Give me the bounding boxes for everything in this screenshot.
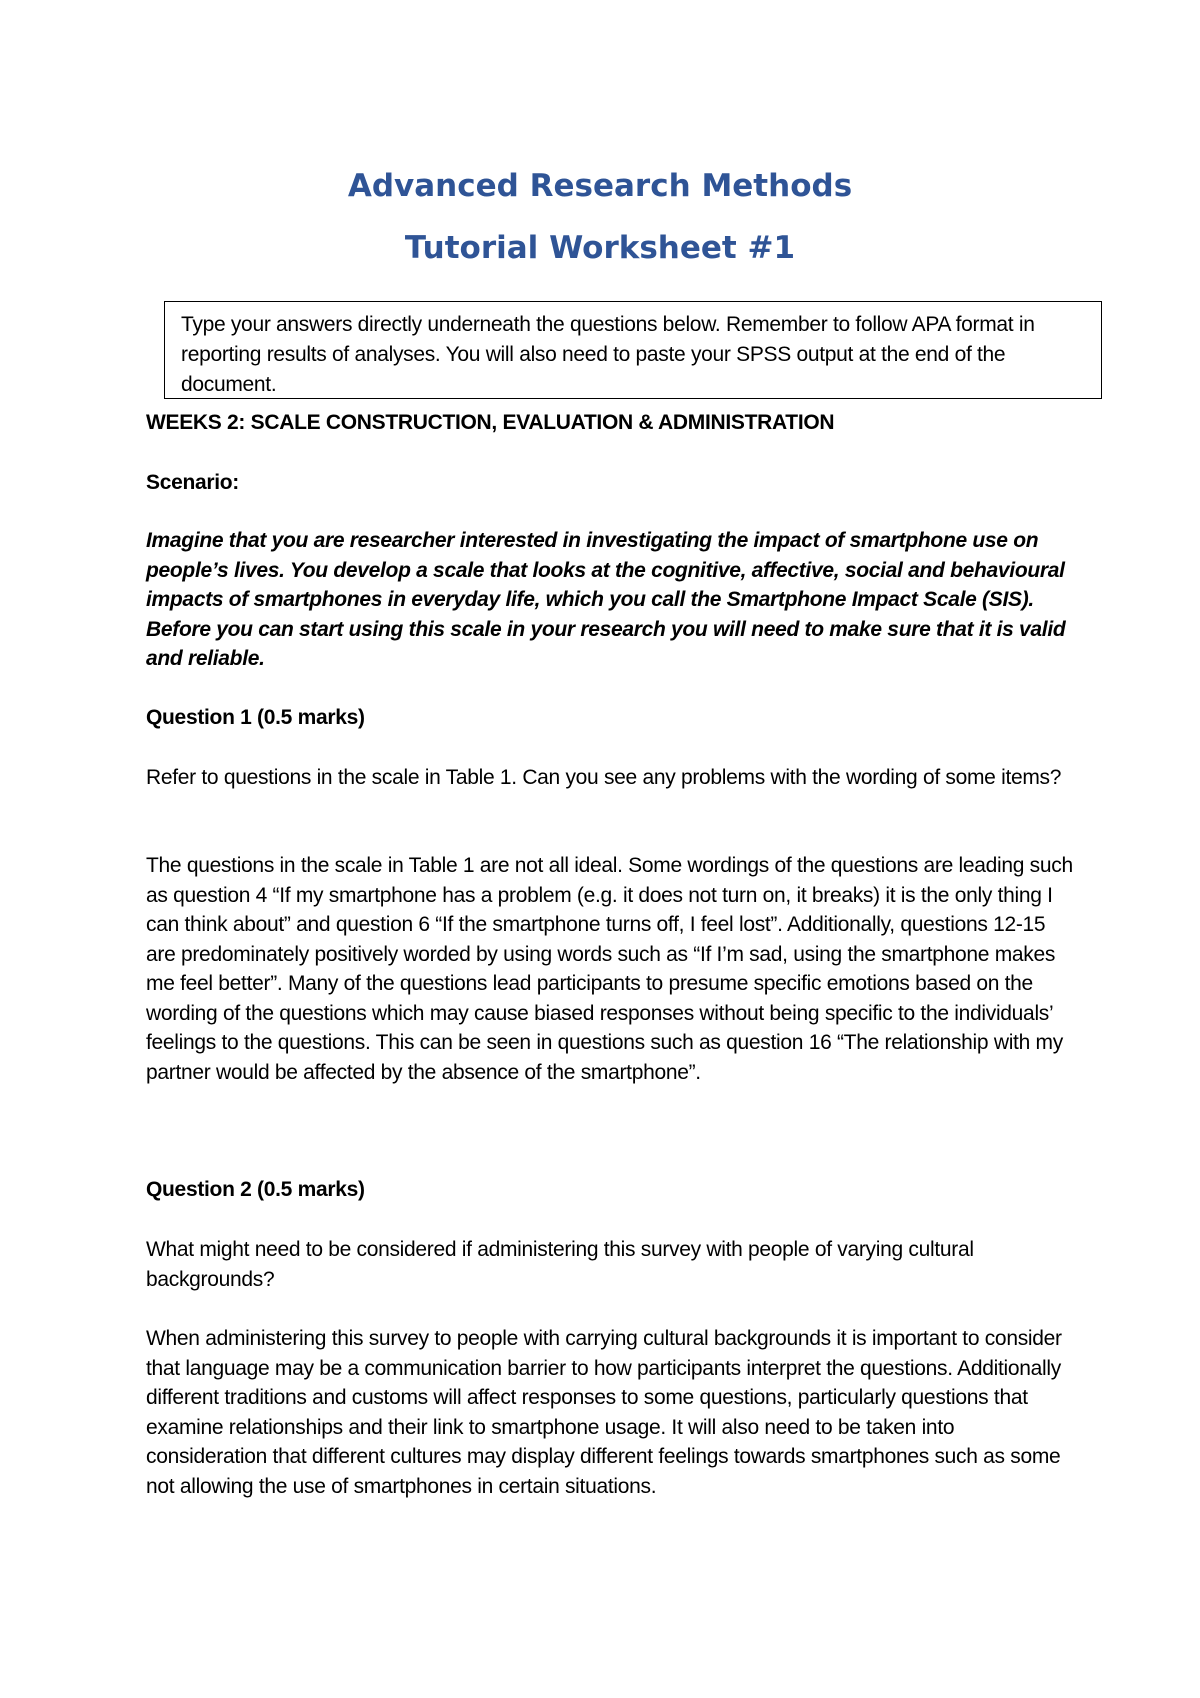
- document-subtitle: Tutorial Worksheet #1: [404, 230, 796, 266]
- question-2-answer: When administering this survey to people with carrying cultural backgrounds it is important to consider that language may be a communication barrier to how participants interpret the questions. Additionally different traditions and customs will affect responses to some questions, particularly questions that examine relationships and their link to smartphone usage. It will also need to be taken into consideration that different cultures may display different feelings towards smartphones such as some not allowing the use of smartphones in certain situations.: [146, 1327, 1062, 1498]
- document-title: Advanced Research Methods: [347, 168, 853, 204]
- question-1-prompt: Refer to questions in the scale in Table 1. Can you see any problems with the wording of some items?: [146, 766, 1062, 789]
- instruction-text: Type your answers directly underneath the questions below. Remember to follow APA format in reporting results of analyses. You will also need to paste your SPSS output at the end of the document.: [181, 313, 1035, 396]
- scenario-text: Imagine that you are researcher interested in investigating the impact of smartphone use on people’s lives. You develop a scale that looks at the cognitive, affective, social and behavioural impacts of smartphones in everyday life, which you call the Smartphone Impact Scale (SIS). Before you can start using this scale in your research you will need to make sure that it is valid and reliable.: [146, 529, 1066, 670]
- question-2-prompt: What might need to be considered if administering this survey with people of varying cultural backgrounds?: [146, 1238, 974, 1291]
- scenario-label: Scenario:: [146, 471, 239, 494]
- instruction-box: [164, 301, 1102, 399]
- question-1-heading: Question 1 (0.5 marks): [146, 706, 365, 729]
- question-1-answer: The questions in the scale in Table 1 are not all ideal. Some wordings of the questions are leading such as question 4 “If my smartphone has a problem (e.g. it does not turn on, it breaks) it is the only thing I can think about” and question 6 “If the smartphone turns off, I feel lost”. Additionally, questions 12-15 are predominately positively worded by using words such as “If I’m sad, using the smartphone makes me feel better”. Many of the questions lead participants to presume specific emotions based on the wording of the questions which may cause biased responses without being specific to the individuals’ feelings to the questions. This can be seen in questions such as question 16 “The relationship with my partner would be affected by the absence of the smartphone”.: [146, 854, 1073, 1084]
- week-heading: WEEKS 2: SCALE CONSTRUCTION, EVALUATION & ADMINISTRATION: [146, 411, 835, 434]
- question-2-heading: Question 2 (0.5 marks): [146, 1178, 365, 1201]
